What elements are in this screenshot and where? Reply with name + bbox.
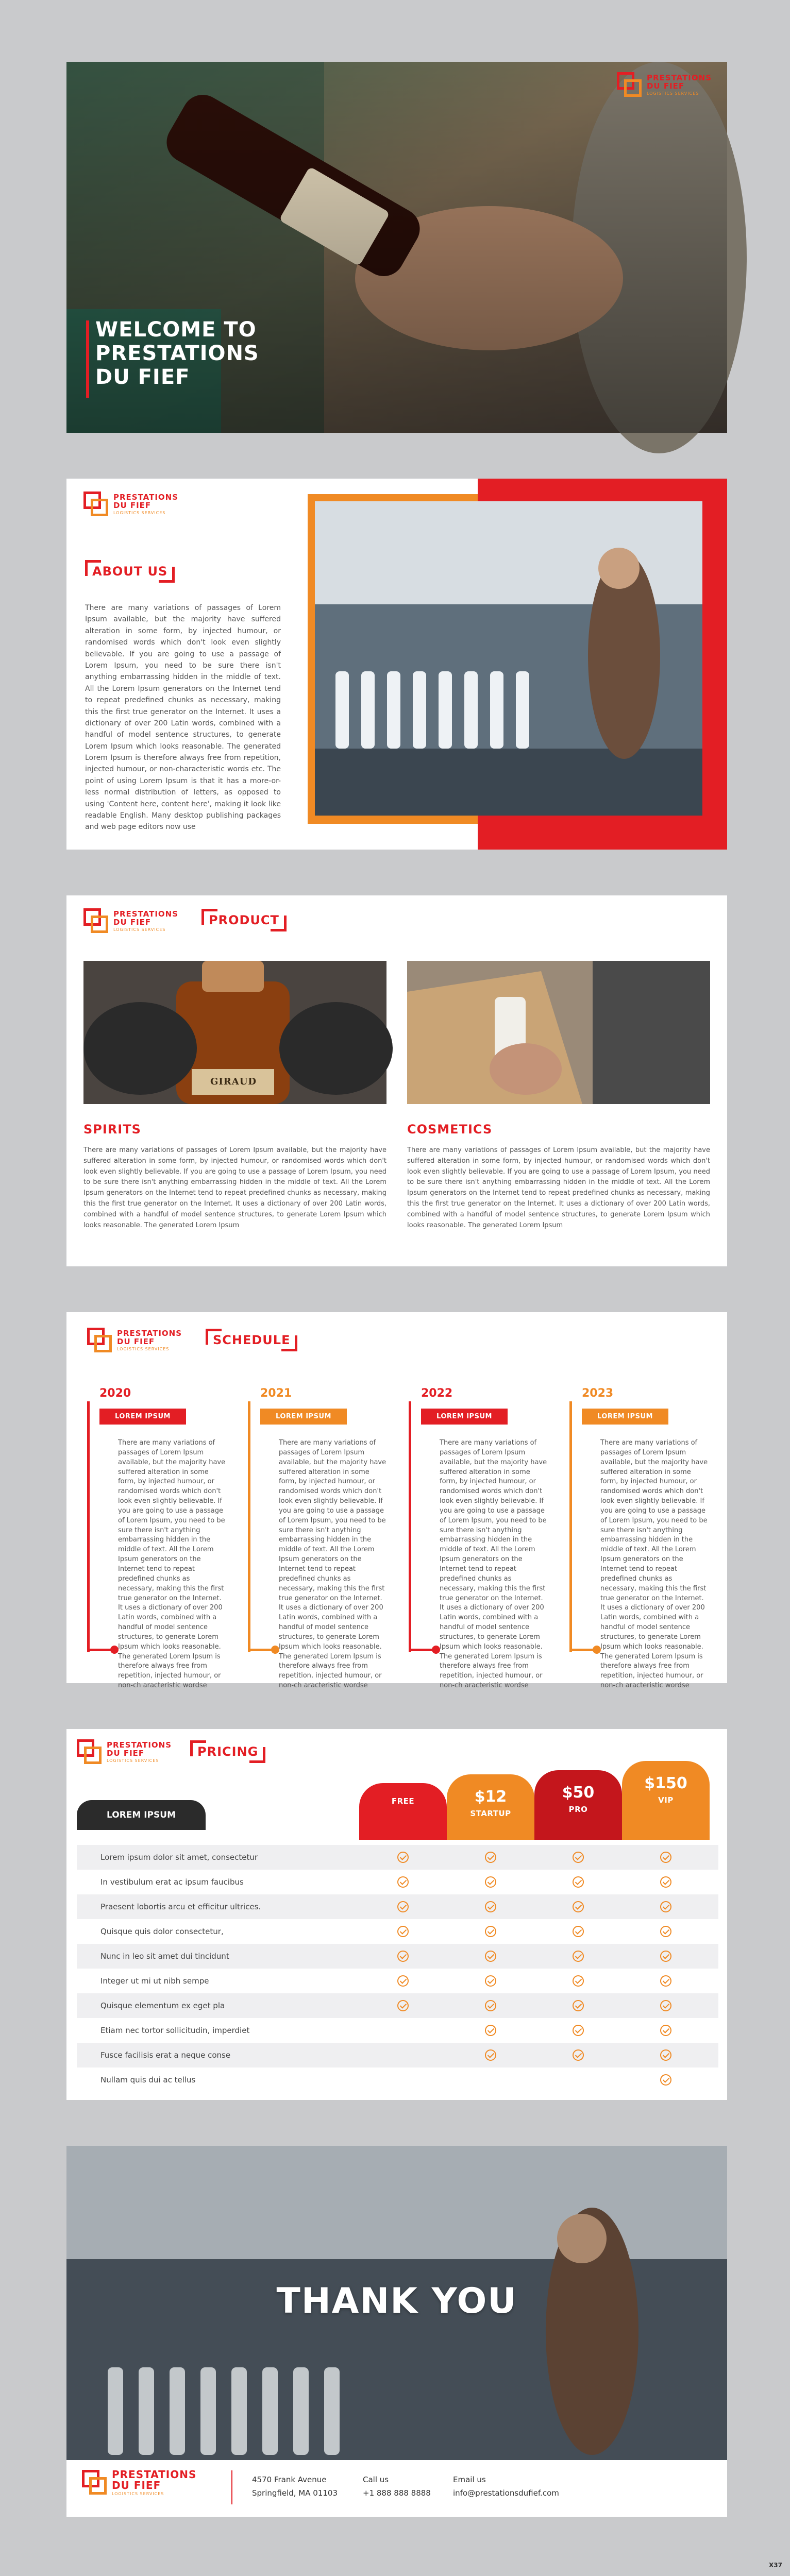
check-icon bbox=[660, 2000, 671, 2011]
brand-line1: PRESTATIONS bbox=[113, 909, 179, 919]
check-icon bbox=[660, 1876, 671, 1888]
pricing-header-label: LOREM IPSUM bbox=[77, 1800, 206, 1830]
brand-tagline: LOGISTICS SERVICES bbox=[113, 927, 166, 932]
brand-tagline: LOGISTICS SERVICES bbox=[113, 510, 166, 515]
feature-row bbox=[77, 1993, 718, 2018]
cover-title-bar bbox=[86, 320, 89, 398]
cosmetics-heading: COSMETICS bbox=[407, 1122, 493, 1137]
check-icon bbox=[397, 1975, 409, 1987]
plan-name: STARTUP bbox=[470, 1809, 511, 1818]
check-icon bbox=[660, 1926, 671, 1937]
check-icon bbox=[573, 1852, 584, 1863]
schedule-item bbox=[409, 1387, 548, 1690]
timeline-dot bbox=[593, 1646, 601, 1654]
check-icon bbox=[485, 2000, 496, 2011]
check-icon bbox=[485, 1975, 496, 1987]
check-icon bbox=[660, 1975, 671, 1987]
phone-block bbox=[363, 2473, 431, 2500]
call-label: Call us bbox=[363, 2475, 389, 2484]
timeline-dot bbox=[110, 1646, 119, 1654]
feature-row bbox=[77, 1870, 718, 1894]
feature-row bbox=[77, 1969, 718, 1993]
logo-icon bbox=[87, 1328, 113, 1353]
about-text: There are many variations of passages of Lorem Ipsum available, but the majority have suffered alteration in some form, by injected humour, or randomised words which don't look even slightly believable. If you are going to use a passage of Lorem Ipsum, you need to be sure there isn't anything embarrassing hidden in the middle of text. All the Lorem Ipsum generators on the Internet tend to repeat predefined chunks as necessary, making this the first true generator on the Internet. It uses a dictionary of over 200 Latin words, combined with a handful of model sentence structures, to generate Lorem Ipsum which looks reasonable. The generated Lorem Ipsum is therefore always free from repetition, injected humour, or non-characteristic words etc. The point of using Lorem Ipsum is that it has a more-or-less normal distribution of letters, as opposed to using 'Content here, content here', making it look like readable English. Many desktop publishing packages and web page editors now use bbox=[85, 604, 281, 832]
bottle-label: GIRAUD bbox=[210, 1076, 257, 1087]
feature-row bbox=[77, 1845, 718, 1870]
check-icon bbox=[397, 1852, 409, 1863]
thankyou-slide bbox=[66, 2146, 727, 2517]
check-icon bbox=[660, 2074, 671, 2086]
plan-price: $12 bbox=[474, 1788, 507, 1806]
logo-icon bbox=[83, 908, 109, 934]
pricing-logo bbox=[77, 1739, 172, 1765]
check-icon bbox=[660, 1951, 671, 1962]
plan-startup bbox=[447, 1774, 534, 1840]
brand-line1: PRESTATIONS bbox=[113, 493, 179, 502]
plan-name: PRO bbox=[568, 1805, 588, 1814]
brand-line1: PRESTATIONS bbox=[107, 1740, 172, 1750]
check-icon bbox=[485, 1926, 496, 1937]
product-slide bbox=[66, 895, 727, 1266]
check-icon bbox=[397, 2000, 409, 2011]
schedule-year: 2022 bbox=[421, 1387, 453, 1400]
cover-title-line1: WELCOME TO bbox=[95, 318, 257, 342]
schedule-tag: LOREM IPSUM bbox=[582, 1409, 668, 1425]
cosmetics-photo bbox=[407, 961, 710, 1104]
about-photo bbox=[315, 501, 702, 816]
schedule-item bbox=[87, 1387, 226, 1690]
check-icon bbox=[573, 2025, 584, 2036]
plan-free bbox=[359, 1783, 447, 1840]
cover-title bbox=[95, 318, 259, 389]
phone-number[interactable]: +1 888 888 8888 bbox=[363, 2488, 431, 2498]
logo-icon bbox=[82, 2470, 108, 2496]
feature-label: Etiam nec tortor sollicitudin, imperdiet bbox=[100, 2026, 250, 2035]
pricing-slide bbox=[66, 1729, 727, 2100]
feature-label: In vestibulum erat ac ipsum faucibus bbox=[100, 1877, 244, 1887]
feature-label: Nullam quis dui ac tellus bbox=[100, 2075, 196, 2084]
brand-line1: PRESTATIONS bbox=[646, 73, 712, 83]
brand-line2: DU FIEF bbox=[113, 917, 152, 927]
thankyou-title: THANK YOU bbox=[276, 2281, 517, 2321]
check-icon bbox=[485, 1901, 496, 1912]
timeline-foot bbox=[87, 1649, 113, 1651]
check-icon bbox=[573, 1901, 584, 1912]
logo-icon bbox=[83, 492, 109, 517]
schedule-text: There are many variations of passages of Lorem Ipsum available, but the majority have suffered alteration in some form, by injected humour, or randomised words which don't look even slightly believable. If you are going to use a passage of Lorem Ipsum, you need to be sure there isn't anything embarrassing hidden in the middle of text. All the Lorem Ipsum generators on the Internet tend to repeat predefined chunks as necessary, making this the first true generator on the Internet. It uses a dictionary of over 200 Latin words, combined with a handful of model sentence structures, to generate Lorem Ipsum which looks reasonable. The generated Lorem Ipsum is therefore always free from repetition, injected humour, or non-ch aracteristic wordse bbox=[279, 1439, 386, 1690]
email-label: Email us bbox=[453, 2475, 486, 2484]
feature-row bbox=[77, 2067, 718, 2092]
feature-label: Integer ut mi ut nibh sempe bbox=[100, 1976, 209, 1986]
check-icon bbox=[485, 2025, 496, 2036]
spirits-photo bbox=[83, 961, 386, 1104]
check-icon bbox=[573, 1951, 584, 1962]
timeline-foot bbox=[569, 1649, 595, 1651]
plan-name: VIP bbox=[658, 1795, 674, 1805]
schedule-tag: LOREM IPSUM bbox=[260, 1409, 347, 1425]
brand-tagline: LOGISTICS SERVICES bbox=[107, 1758, 159, 1763]
timeline-dot bbox=[432, 1646, 440, 1654]
schedule-tag: LOREM IPSUM bbox=[421, 1409, 508, 1425]
check-icon bbox=[397, 1951, 409, 1962]
check-icon bbox=[397, 1876, 409, 1888]
schedule-year: 2023 bbox=[582, 1387, 614, 1400]
feature-label: Fusce facilisis erat a neque conse bbox=[100, 2050, 231, 2060]
feature-row bbox=[77, 2018, 718, 2043]
feature-row bbox=[77, 1919, 718, 1944]
schedule-text: There are many variations of passages of Lorem Ipsum available, but the majority have suffered alteration in some form, by injected humour, or randomised words which don't look even slightly believable. If you are going to use a passage of Lorem Ipsum, you need to be sure there isn't anything embarrassing hidden in the middle of text. All the Lorem Ipsum generators on the Internet tend to repeat predefined chunks as necessary, making this the first true generator on the Internet. It uses a dictionary of over 200 Latin words, combined with a handful of model sentence structures, to generate Lorem Ipsum which looks reasonable. The generated Lorem Ipsum is therefore always free from repetition, injected humour, or non-ch aracteristic wordse bbox=[118, 1439, 226, 1690]
cover-slide bbox=[66, 62, 727, 433]
schedule-text: There are many variations of passages of Lorem Ipsum available, but the majority have suffered alteration in some form, by injected humour, or randomised words which don't look even slightly believable. If you are going to use a passage of Lorem Ipsum, you need to be sure there isn't anything embarrassing hidden in the middle of text. All the Lorem Ipsum generators on the Internet tend to repeat predefined chunks as necessary, making this the first true generator on the Internet. It uses a dictionary of over 200 Latin words, combined with a handful of model sentence structures, to generate Lorem Ipsum which looks reasonable. The generated Lorem Ipsum is therefore always free from repetition, injected humour, or non-ch aracteristic wordse bbox=[600, 1439, 708, 1690]
feature-label: Nunc in leo sit amet dui tincidunt bbox=[100, 1952, 229, 1961]
plan-price: $150 bbox=[644, 1774, 687, 1792]
schedule-slide bbox=[66, 1312, 727, 1690]
check-icon bbox=[573, 2049, 584, 2061]
timeline-line bbox=[409, 1401, 411, 1652]
timeline-foot bbox=[409, 1649, 434, 1651]
pricing-title: PRICING bbox=[190, 1740, 265, 1763]
timeline-line bbox=[569, 1401, 572, 1652]
address-line2: Springfield, MA 01103 bbox=[252, 2488, 338, 2498]
cosmetics-text: There are many variations of passages of Lorem Ipsum available, but the majority have suffered alteration in some form, by injected humour, or randomised words which don't look even slightly believable. If you are going to use a passage of Lorem Ipsum, you need to be sure there isn't anything embarrassing hidden in the middle of text. All the Lorem Ipsum generators on the Internet tend to repeat predefined chunks as necessary, making this the first true generator on the Internet. It uses a dictionary of over 200 Latin words, combined with a handful of model sentence structures, to generate Lorem Ipsum which looks reasonable. The generated Lorem Ipsum bbox=[407, 1146, 710, 1229]
check-icon bbox=[660, 2049, 671, 2061]
logo-icon bbox=[77, 1739, 103, 1765]
check-icon bbox=[485, 2049, 496, 2061]
timeline-line bbox=[248, 1401, 250, 1652]
address-line1: 4570 Frank Avenue bbox=[252, 2475, 327, 2484]
check-icon bbox=[573, 1926, 584, 1937]
cover-title-line2: PRESTATIONS bbox=[95, 342, 259, 365]
cover-logo bbox=[617, 72, 712, 98]
timeline-foot bbox=[248, 1649, 274, 1651]
feature-row bbox=[77, 2043, 718, 2067]
schedule-logo bbox=[87, 1328, 182, 1353]
brand-line1: PRESTATIONS bbox=[117, 1329, 182, 1338]
brand-line2: DU FIEF bbox=[107, 1748, 145, 1758]
plan-price: $50 bbox=[562, 1784, 595, 1802]
schedule-title: SCHEDULE bbox=[206, 1329, 297, 1351]
schedule-item bbox=[569, 1387, 709, 1690]
product-logo bbox=[83, 908, 178, 934]
spirits-text: There are many variations of passages of Lorem Ipsum available, but the majority have suffered alteration in some form, by injected humour, or randomised words which don't look even slightly believable. If you are going to use a passage of Lorem Ipsum, you need to be sure there isn't anything embarrassing hidden in the middle of text. All the Lorem Ipsum generators on the Internet tend to repeat predefined chunks as necessary, making this the first true generator on the Internet. It uses a dictionary of over 200 Latin words, combined with a handful of model sentence structures, to generate Lorem Ipsum which looks reasonable. The generated Lorem Ipsum bbox=[83, 1146, 386, 1229]
check-icon bbox=[573, 1876, 584, 1888]
timeline-line bbox=[87, 1401, 90, 1652]
about-logo bbox=[83, 492, 178, 517]
check-icon bbox=[485, 1852, 496, 1863]
about-slide bbox=[66, 479, 727, 850]
brand-tagline: LOGISTICS SERVICES bbox=[117, 1346, 170, 1351]
check-icon bbox=[485, 1876, 496, 1888]
about-title: ABOUT US bbox=[85, 560, 175, 583]
check-icon bbox=[660, 1901, 671, 1912]
brand-line2: DU FIEF bbox=[113, 500, 152, 510]
logo-icon bbox=[617, 72, 643, 98]
brand-tagline: LOGISTICS SERVICES bbox=[112, 2492, 164, 2496]
check-icon bbox=[573, 1975, 584, 1987]
feature-row bbox=[77, 1944, 718, 1969]
feature-label: Lorem ipsum dolor sit amet, consectetur bbox=[100, 1853, 258, 1862]
schedule-year: 2021 bbox=[260, 1387, 292, 1400]
check-icon bbox=[660, 1852, 671, 1863]
check-icon bbox=[397, 1901, 409, 1912]
footer-divider bbox=[231, 2470, 232, 2504]
product-title: PRODUCT bbox=[201, 909, 287, 931]
check-icon bbox=[397, 1926, 409, 1937]
feature-label: Quisque quis dolor consectetur, bbox=[100, 1927, 224, 1936]
plan-vip bbox=[622, 1761, 710, 1840]
brand-line2: DU FIEF bbox=[117, 1336, 155, 1346]
schedule-item bbox=[248, 1387, 387, 1690]
feature-label: Praesent lobortis arcu et efficitur ultrices. bbox=[100, 1902, 261, 1911]
check-icon bbox=[660, 2025, 671, 2036]
plan-pro bbox=[534, 1770, 622, 1840]
email-address[interactable]: info@prestationsdufief.com bbox=[453, 2488, 559, 2498]
check-icon bbox=[573, 2000, 584, 2011]
brand-line2: DU FIEF bbox=[112, 2479, 161, 2492]
spirits-heading: SPIRITS bbox=[83, 1122, 141, 1137]
check-icon bbox=[485, 1951, 496, 1962]
feature-row bbox=[77, 1894, 718, 1919]
feature-label: Quisque elementum ex eget pla bbox=[100, 2001, 225, 2010]
schedule-year: 2020 bbox=[99, 1387, 131, 1400]
thankyou-logo bbox=[82, 2469, 196, 2496]
timeline-dot bbox=[271, 1646, 279, 1654]
schedule-tag: LOREM IPSUM bbox=[99, 1409, 186, 1425]
brand-line2: DU FIEF bbox=[646, 81, 685, 91]
plan-name: FREE bbox=[391, 1797, 415, 1806]
email-block bbox=[453, 2473, 559, 2500]
cover-title-line3: DU FIEF bbox=[95, 365, 190, 389]
schedule-text: There are many variations of passages of Lorem Ipsum available, but the majority have suffered alteration in some form, by injected humour, or randomised words which don't look even slightly believable. If you are going to use a passage of Lorem Ipsum, you need to be sure there isn't anything embarrassing hidden in the middle of text. All the Lorem Ipsum generators on the Internet tend to repeat predefined chunks as necessary, making this the first true generator on the Internet. It uses a dictionary of over 200 Latin words, combined with a handful of model sentence structures, to generate Lorem Ipsum which looks reasonable. The generated Lorem Ipsum is therefore always free from repetition, injected humour, or non-ch aracteristic wordse bbox=[440, 1439, 547, 1690]
brand-line1: PRESTATIONS bbox=[112, 2468, 197, 2481]
page-number: X37 bbox=[769, 2562, 782, 2569]
brand-tagline: LOGISTICS SERVICES bbox=[646, 91, 699, 96]
address bbox=[252, 2473, 338, 2500]
